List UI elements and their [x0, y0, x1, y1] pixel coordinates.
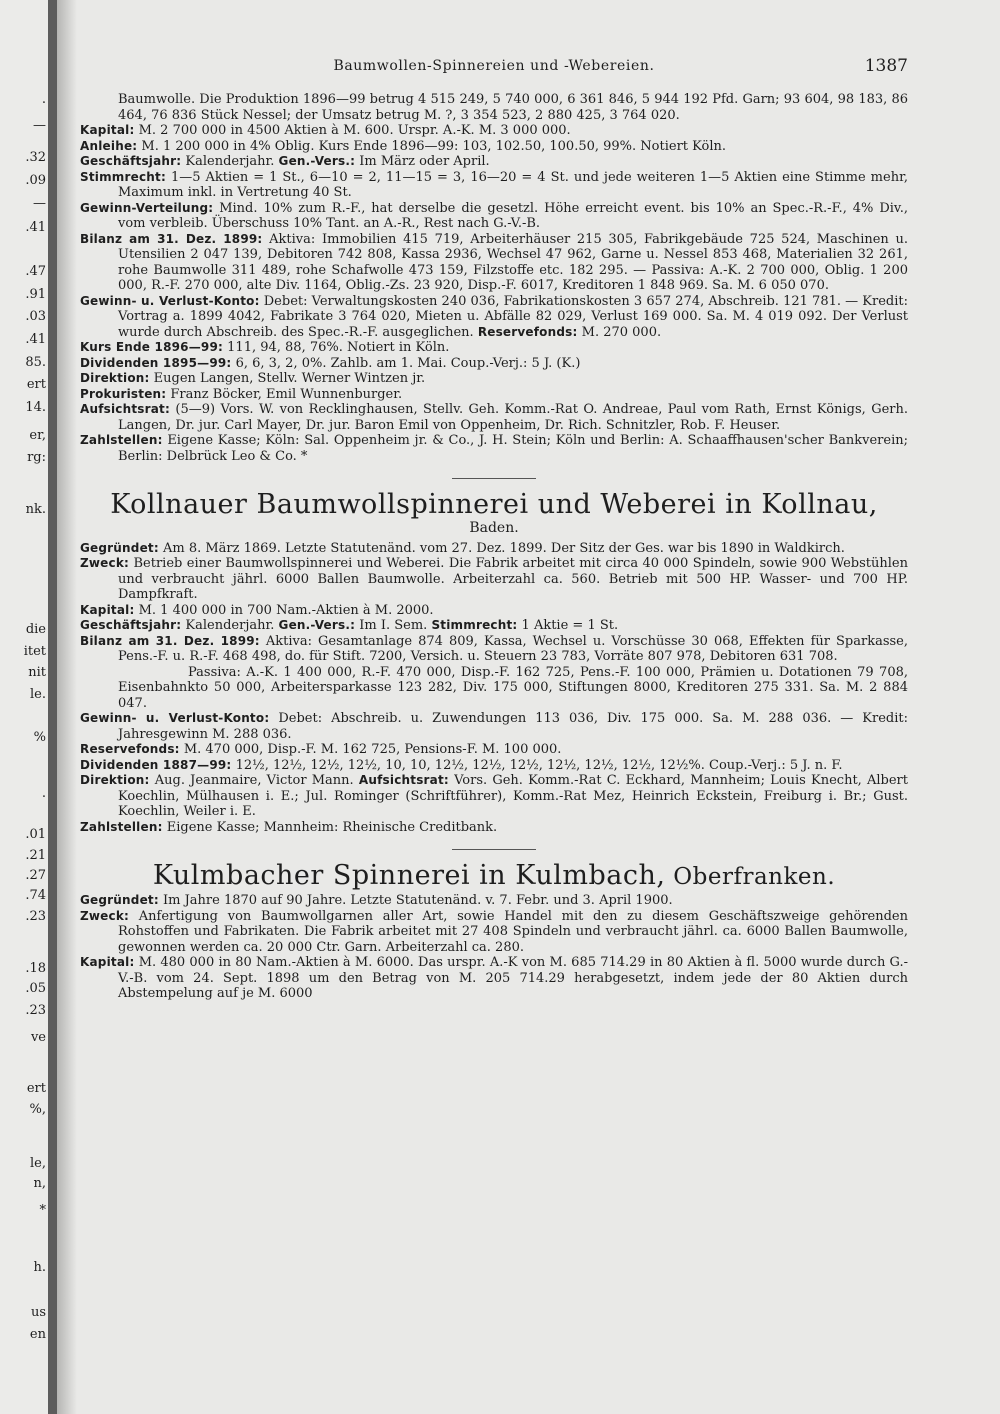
geschaeftsjahr-label: Geschäftsjahr: — [80, 154, 182, 168]
gewinnverteilung-label: Gewinn-Verteilung: — [80, 200, 214, 215]
direktion-line — [80, 773, 908, 820]
running-header — [80, 56, 908, 86]
strip-fragment: en — [29, 1327, 46, 1342]
strip-fragment: le. — [30, 687, 46, 702]
strip-fragment: ert — [26, 377, 46, 392]
aufsichtsrat-label: Aufsichtsrat: — [80, 402, 170, 416]
kapital-label: Kapital: — [80, 602, 135, 617]
entry-continued — [80, 92, 908, 464]
gegruendet-text: Am 8. März 1869. Letzte Statutenänd. vom 27. Dez. 1899. Der Sitz der Ges. war bis 1890 in Waldkirch. — [158, 540, 845, 556]
strip-fragment: .05 — [25, 981, 46, 996]
gegruendet-line — [80, 541, 908, 557]
strip-fragment: .09 — [25, 173, 46, 188]
reserve-line — [80, 742, 908, 758]
dividenden-label: Dividenden 1895—99: — [80, 355, 232, 370]
genvers-text: Im I. Sem. — [355, 618, 428, 633]
guv-label: Gewinn- u. Verlust-Konto: — [80, 711, 270, 725]
aufsichtsrat-line — [80, 402, 908, 433]
gewinnverteilung-text: Mind. 10% zum R.-F., hat derselbe die gesetzl. Höhe erreicht event. bis 10% an Spec.-R.-F., 4% Div., vom verbleib. Überschuss 10% Tant. an A.-R., Rest nach G.-V.-B. — [118, 200, 908, 231]
previous-page-strip — [0, 0, 48, 1414]
strip-fragment: er, — [29, 428, 46, 443]
strip-fragment: . — [41, 92, 46, 107]
company-title-main: Kulmbacher Spinnerei in Kulmbach, — [152, 860, 666, 891]
page-number: 1387 — [864, 56, 908, 76]
strip-fragment: 14. — [25, 400, 46, 415]
strip-fragment: — — [33, 118, 46, 133]
strip-fragment: — — [33, 196, 46, 211]
prokuristen-text: Franz Böcker, Emil Wunnenburger. — [166, 386, 403, 402]
bilanz-text: Aktiva: Immobilien 415 719, Arbeiterhäuser 215 305, Fabrikgebäude 725 524, Maschinen u. Utensilien 2 047 139, Debitoren 742 808, Kassa 2936, Wechsel 47 962, Garne u. Nessel 853 468, Materialien 32 261, rohe Baumwolle 311 489, rohe Schafwolle 473 159, Filzstoffe etc. 182 295. — Passiva: A.-K. 2 700 000, Oblig. 1 200 000, R.-F. 270 000, alte Div. 1164, Oblig.-Zs. 23 920, Disp.-F. 6017, Kreditoren 1 848 969. Sa. M. 6 050 070. — [118, 231, 908, 293]
kapital-text: M. 2 700 000 in 4500 Aktien à M. 600. Urspr. A.-K. M. 3 000 000. — [134, 123, 571, 138]
direktion-text: Eugen Langen, Stellv. Werner Wintzen jr. — [149, 371, 426, 386]
guv-line — [80, 294, 908, 341]
gewinnverteilung-line — [80, 201, 908, 232]
strip-fragment: .01 — [25, 827, 46, 842]
strip-fragment: .74 — [25, 888, 46, 903]
zahlstellen-text: Eigene Kasse; Mannheim: Rheinische Creditbank. — [162, 819, 498, 835]
strip-fragment: .47 — [25, 264, 46, 279]
guv-text: Debet: Abschreib. u. Zuwendungen 113 036, Div. 175 000. Sa. M. 288 036. — Kredit: Jahresgewinn M. 288 036. — [118, 711, 908, 742]
zahlstellen-line — [80, 433, 908, 464]
strip-fragment: itet — [23, 644, 46, 659]
aufsichtsrat-label: Aufsichtsrat: — [358, 773, 449, 787]
direktion-label: Direktion: — [80, 371, 150, 385]
zahlstellen-label: Zahlstellen: — [80, 433, 163, 447]
strip-fragment: le, — [30, 1156, 46, 1171]
strip-fragment: rg: — [27, 450, 46, 465]
strip-fragment: .41 — [25, 332, 46, 347]
company-title: Kollnauer Baumwollspinnerei und Weberei in Kollnau, — [110, 489, 878, 520]
strip-fragment: ert — [26, 1081, 46, 1096]
dividenden-line — [80, 356, 908, 372]
book-gutter — [48, 0, 57, 1414]
company-title-region: Oberfranken. — [665, 864, 836, 890]
aufsichtsrat-text: Vors. Geh. Komm.-Rat C. Eckhard, Mannheim; Louis Knecht, Albert Koechlin, Mülhausen i. E.; Jul. Rominger (Schriftführer), Komm.-Rat Mez, Heinrich Eckstein, Freiburg i. Br.; Gust. Koechlin, Weiler i. E. — [118, 773, 908, 819]
direktion-label: Direktion: — [80, 773, 150, 787]
strip-fragment: .21 — [25, 848, 46, 863]
zweck-line — [80, 556, 908, 603]
gegruendet-label: Gegründet: — [80, 893, 159, 907]
strip-fragment: .23 — [25, 909, 46, 924]
strip-fragment: * — [39, 1203, 46, 1218]
strip-fragment: 85. — [25, 355, 46, 370]
direktion-line — [80, 371, 908, 387]
strip-fragment: n, — [33, 1176, 46, 1191]
strip-fragment: .18 — [25, 961, 46, 976]
zweck-text: Betrieb einer Baumwollspinnerei und Weberei. Die Fabrik arbeitet mit circa 40 000 Spindeln, sowie 900 Webstühlen und verbraucht jährl. 6000 Ballen Baumwolle. Arbeiterzahl ca. 560. Betrieb mit 500 HP. Wasser- und 700 HP. Dampfkraft. — [118, 556, 908, 602]
kapital-text: M. 1 400 000 in 700 Nam.-Aktien à M. 2000. — [134, 602, 434, 618]
strip-fragment: ve — [30, 1030, 46, 1045]
gegruendet-line — [80, 893, 908, 909]
strip-fragment: .32 — [25, 150, 46, 165]
strip-fragment: nit — [28, 665, 46, 680]
zahlstellen-label: Zahlstellen: — [80, 819, 163, 834]
strip-fragment: nk. — [25, 502, 46, 517]
kurs-text: 111, 94, 88, 76%. Notiert in Köln. — [223, 340, 450, 355]
strip-fragment: .27 — [25, 868, 46, 883]
document-page — [80, 56, 908, 1002]
geschaeftsjahr-text: Kalenderjahr. — [181, 618, 275, 633]
stimmrecht-text: 1—5 Aktien = 1 St., 6—10 = 2, 11—15 = 3, 16—20 = 4 St. und jede weiteren 1—5 Aktien eine Stimme mehr, Maximum inkl. in Vertretung 40 St. — [118, 169, 908, 200]
anleihe-label: Anleihe: — [80, 138, 138, 153]
strip-fragment: % — [33, 730, 46, 745]
passiva-line: Passiva: A.-K. 1 400 000, R.-F. 470 000, Disp.-F. 162 725, Pens.-F. 100 000, Prämien u. Dotationen 79 708, Eisenbahnkto 50 000, Arbeitersparkasse 123 282, Div. 175 000, Stiftungen 8000, Kreditoren 275 331. Sa. M. 2 884 047. — [118, 664, 908, 711]
geschaeftsjahr-line — [80, 618, 908, 634]
kurs-line — [80, 340, 908, 356]
zahlstellen-text: Eigene Kasse; Köln: Sal. Oppenheim jr. & Co., J. H. Stein; Köln und Berlin: A. Schaaffhausen'scher Bankverein; Berlin: Delbrück Leo & Co. * — [118, 433, 908, 464]
aufsichtsrat-text: (5—9) Vors. W. von Recklinghausen, Stellv. Geh. Komm.-Rat O. Andreae, Paul vom Rath, Ernst Königs, Gerh. Langen, Dr. jur. Carl Mayer, Dr. jur. Baron Emil von Oppenheim, Dr. Rich. Schnitzler, Rob. F. Heuser. — [118, 402, 908, 433]
stimmrecht-line — [80, 170, 908, 201]
reserve-label: Reservefonds: — [477, 324, 578, 339]
genvers-label: Gen.-Vers.: — [278, 618, 356, 632]
strip-fragment: . — [41, 786, 46, 801]
kapital-label: Kapital: — [80, 955, 135, 969]
dividenden-line — [80, 758, 908, 774]
zweck-text: Anfertigung von Baumwollgarnen aller Art, sowie Handel mit den zu diesem Geschäftszweige gehörenden Rohstoffen und Fabrikaten. Die Fabrik arbeitet mit 27 408 Spindeln und verbraucht jährl. ca. 6000 Ballen Baumwolle, gewonnen werden ca. 20 000 Ctr. Garn. Arbeiterzahl ca. 280. — [118, 908, 908, 955]
zahlstellen-line — [80, 820, 908, 836]
strip-fragment: .91 — [25, 287, 46, 302]
stimmrecht-text: 1 Aktie = 1 St. — [517, 618, 619, 633]
genvers-label: Gen.-Vers.: — [278, 154, 356, 168]
gegruendet-label: Gegründet: — [80, 540, 159, 555]
entry-kulmbach — [80, 860, 908, 1002]
entry-kollnau — [80, 489, 908, 835]
guv-text: Debet: Verwaltungskosten 240 036, Fabrikationskosten 3 657 274, Abschreib. 121 781. — Kredit: Vortrag a. 1899 4042, Fabrikate 3 764 020, Mieten u. Abfälle 82 029, Verlust 169 000. Sa. M. 4 019 092. Der Verlust wurde durch Abschreib. des Spec.-R.-F. ausgeglichen. — [118, 293, 908, 340]
geschaeftsjahr-label: Geschäftsjahr: — [80, 618, 182, 632]
kapital-text: M. 480 000 in 80 Nam.-Aktien à M. 6000. Das urspr. A.-K von M. 685 714.29 in 80 Aktien à fl. 5000 wurde durch G.-V.-B. vom 24. Sept. 1898 um den Betrag von M. 205 714.29 herabgesetzt, indem jede der 80 Aktien durch Abstempelung auf je M. 6000 — [118, 955, 908, 1001]
genvers-text: Im März oder April. — [355, 154, 490, 169]
kapital-line — [80, 955, 908, 1002]
gutter-shadow — [57, 0, 77, 1414]
zweck-label: Zweck: — [80, 908, 130, 923]
gegruendet-text: Im Jahre 1870 auf 90 Jahre. Letzte Statutenänd. v. 7. Febr. und 3. April 1900. — [158, 893, 673, 908]
direktion-text: Aug. Jeanmaire, Victor Mann. — [149, 773, 354, 788]
stimmrecht-label: Stimmrecht: — [80, 169, 166, 184]
reserve-text: M. 470 000, Disp.-F. M. 162 725, Pensions-F. M. 100 000. — [179, 742, 562, 757]
company-location: Baden. — [469, 520, 519, 536]
bilanz-line — [80, 634, 908, 665]
kapital-line — [80, 603, 908, 619]
running-title: Baumwollen-Spinnereien und -Webereien. — [333, 58, 655, 74]
zweck-label: Zweck: — [80, 556, 130, 570]
strip-fragment: %, — [29, 1102, 46, 1117]
guv-line — [80, 711, 908, 742]
strip-fragment: die — [25, 622, 46, 637]
zweck-line — [80, 909, 908, 956]
geschaeftsjahr-line — [80, 154, 908, 170]
section-divider — [452, 478, 536, 479]
bilanz-text: Aktiva: Gesamtanlage 874 809, Kassa, Wechsel u. Vorschüsse 30 068, Effekten für Sparkasse, Pens.-F. u. R.-F. 468 498, do. für Stift. 7200, Versich. u. Steuern 23 783, Vorräte 807 978, Debitoren 631 708. — [118, 633, 908, 664]
anleihe-line — [80, 139, 908, 155]
strip-fragment: us — [30, 1305, 46, 1320]
dividenden-text: 12½, 12½, 12½, 12½, 10, 10, 12½, 12½, 12½, 12½, 12½, 12½, 12½%. Coup.-Verj.: 5 J. n. F. — [231, 757, 843, 773]
guv-label: Gewinn- u. Verlust-Konto: — [80, 293, 260, 308]
stimmrecht-label: Stimmrecht: — [431, 618, 518, 632]
reserve-label: Reservefonds: — [80, 742, 180, 756]
bilanz-label: Bilanz am 31. Dez. 1899: — [80, 231, 263, 246]
section-divider — [452, 849, 536, 850]
prokuristen-line — [80, 387, 908, 403]
strip-fragment: .03 — [25, 309, 46, 324]
bilanz-line — [80, 232, 908, 294]
dividenden-label: Dividenden 1887—99: — [80, 757, 232, 772]
reserve-text: M. 270 000. — [577, 324, 662, 340]
anleihe-text: M. 1 200 000 in 4% Oblig. Kurs Ende 1896—99: 103, 102.50, 100.50, 99%. Notiert Köln. — [137, 138, 726, 154]
strip-fragment: .23 — [25, 1003, 46, 1018]
kapital-line — [80, 123, 908, 139]
strip-fragment: .41 — [25, 220, 46, 235]
kapital-label: Kapital: — [80, 123, 135, 137]
entry-intro: Baumwolle. Die Produktion 1896—99 betrug 4 515 249, 5 740 000, 6 361 846, 5 944 192 Pfd. Garn; 93 604, 98 183, 86 464, 76 836 Stück Nessel; der Umsatz betrug M. ?, 3 354 523, 2 880 425, 3 764 020. — [118, 92, 908, 123]
company-title — [80, 860, 908, 893]
prokuristen-label: Prokuristen: — [80, 386, 167, 401]
strip-fragment: h. — [33, 1260, 46, 1275]
bilanz-label: Bilanz am 31. Dez. 1899: — [80, 633, 260, 648]
geschaeftsjahr-text: Kalenderjahr. — [181, 154, 275, 169]
dividenden-text: 6, 6, 3, 2, 0%. Zahlb. am 1. Mai. Coup.-Verj.: 5 J. (K.) — [231, 355, 581, 371]
kurs-label: Kurs Ende 1896—99: — [80, 340, 224, 354]
